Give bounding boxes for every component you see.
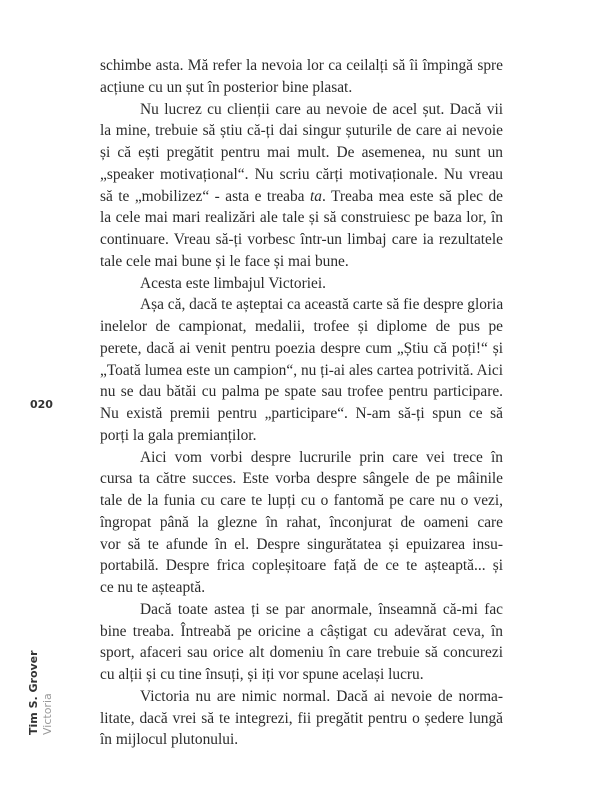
paragraph bbox=[100, 686, 503, 751]
text-line: sport, afaceri sau orice alt domeniu în care trebuie să concurezi bbox=[100, 644, 503, 662]
text-line: continuare. Vreau să-ți vorbesc într-un limbaj care ia rezultatele bbox=[100, 231, 503, 248]
text-line: Nu lucrez cu clienții care au nevoie de acel șut. Dacă vii bbox=[140, 100, 503, 118]
text-line: bine treaba. Întreabă pe oricine a câștigat cu adevărat ceva, în bbox=[100, 622, 503, 640]
text-line: Nu există premii pentru „participare“. N-am să-ți spun ce să bbox=[100, 405, 503, 422]
text-line: cu alții și cu tine însuți, și iți vor spune același lucru. bbox=[100, 666, 424, 683]
text-line: litate, dacă vrei să te integrezi, fii pregătit pentru o ședere lungă bbox=[100, 709, 503, 727]
text-line: „speaker motivațional“. Nu scriu cărți motivaționale. Nu vreau bbox=[100, 165, 503, 183]
text-line: la cele mai mari realizări ale tale și să construiesc pe baza lor, în bbox=[100, 209, 503, 227]
text-line: îngropat până la glezne în rahat, înconjurat de oameni care bbox=[100, 513, 503, 531]
text-line: Victoria nu are nimic normal. Dacă ai nevoie de norma- bbox=[140, 687, 503, 705]
text-line: „Toată lumea este un campion“, nu ți-ai ales cartea potrivită. Aici bbox=[100, 361, 503, 379]
book-title: Victoria bbox=[41, 693, 54, 735]
author-name: Tim S. Grover bbox=[27, 650, 40, 735]
page-number: 020 bbox=[30, 398, 53, 411]
paragraph bbox=[100, 55, 503, 99]
text-line bbox=[100, 186, 503, 208]
text-line: porți la gala premianților. bbox=[100, 426, 257, 444]
text-line: vor să te afunde în el. Despre singurătatea și epuizarea insu- bbox=[100, 535, 503, 553]
text-line: Dacă toate astea ți se par anormale, înseamnă că-mi fac bbox=[140, 600, 503, 618]
paragraph bbox=[100, 447, 503, 599]
text-line: și că ești pregătit pentru mai mult. De asemenea, nu sunt un bbox=[100, 144, 503, 161]
emphasis: ta bbox=[309, 187, 322, 205]
paragraph bbox=[100, 99, 503, 273]
text-line: Aici vom vorbi despre lucrurile prin care vei trece în bbox=[140, 448, 503, 466]
text-line: tale de la funia cu care te lupți cu o fantomă pe care nu o vezi, bbox=[100, 492, 503, 509]
text-line: tale cele mai bune și le face și mai bune. bbox=[100, 252, 349, 270]
text-line: inelelor de campionat, medalii, trofee și diplome de pus pe bbox=[100, 318, 503, 335]
text-line: în mijlocul plutonului. bbox=[100, 731, 239, 749]
text-line: Acesta este limbajul Victoriei. bbox=[140, 274, 326, 292]
text-line: Așa că, dacă te așteptai ca această carte să fie despre gloria bbox=[140, 296, 503, 314]
body-text bbox=[100, 55, 503, 751]
text-segment: să te „mobilizez“ - asta e treaba bbox=[100, 187, 310, 205]
text-line: nu se dau bătăi cu palma pe spate sau trofee pentru participare. bbox=[100, 383, 503, 401]
text-line: acțiune cu un șut în posterior bine plasat. bbox=[100, 78, 353, 96]
paragraph bbox=[100, 273, 503, 295]
text-segment: . Treaba mea este să plec de bbox=[321, 187, 503, 205]
paragraph bbox=[100, 294, 503, 446]
text-line: la mine, trebuie să știu că-ți dai singur șuturile de care ai nevoie bbox=[100, 122, 503, 140]
paragraph bbox=[100, 599, 503, 686]
text-line: portabilă. Despre frica copleșitoare față de ce te așteaptă... și bbox=[100, 557, 503, 575]
text-line: cursa ta către succes. Este vorba despre sângele de pe mâinile bbox=[100, 470, 503, 488]
text-line: schimbe asta. Mă refer la nevoia lor ca ceilalți să îi împingă spre bbox=[100, 57, 503, 74]
text-line: ce nu te așteaptă. bbox=[100, 579, 206, 596]
running-footer bbox=[27, 650, 55, 735]
text-line: perete, dacă ai venit pentru poezia despre cum „Știu că poți!“ și bbox=[100, 339, 503, 357]
